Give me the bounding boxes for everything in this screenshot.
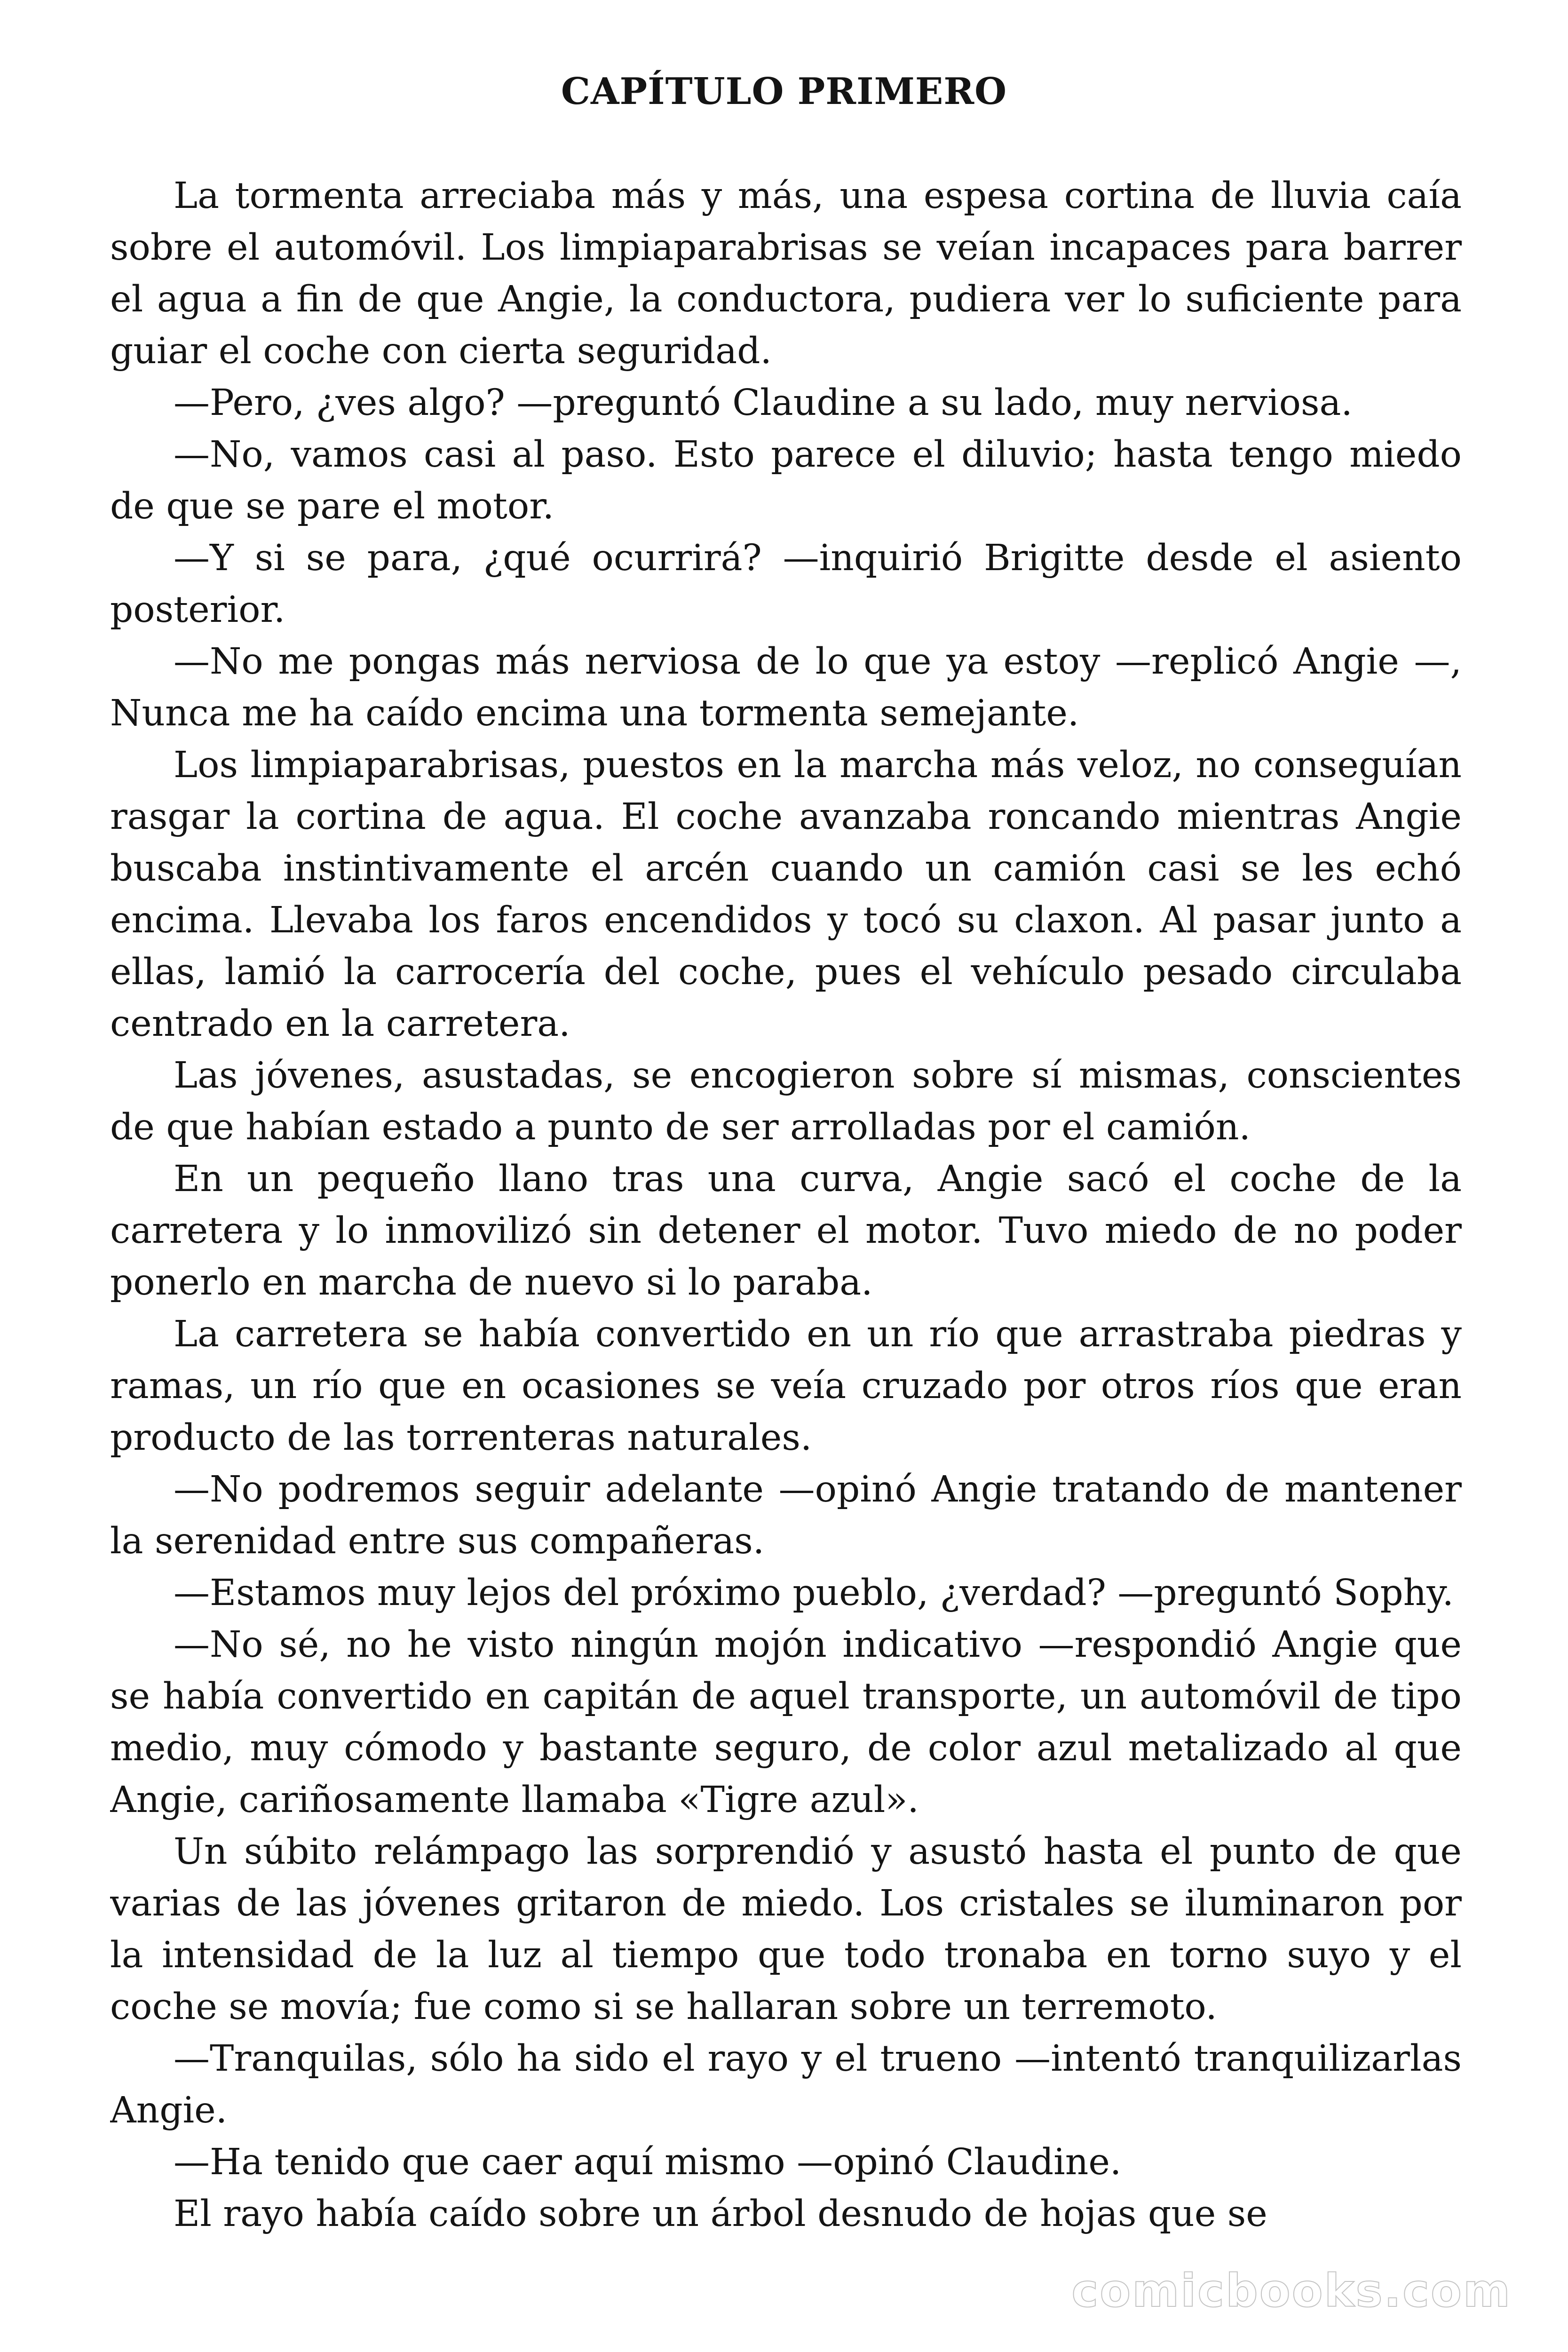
chapter-text (110, 170, 1462, 2315)
paragraph: El rayo había caído sobre un árbol desnudo de hojas que se (174, 2193, 1267, 2235)
chapter-title: CAPÍTULO PRIMERO (561, 70, 1007, 113)
paragraph: Los limpiaparabrisas, puestos en la marcha más veloz, no conseguían rasgar la cortina de agua. El coche avanzaba roncando mientras Angie buscaba instintivamente el arcén cuando un camión casi se les echó encima. Llevaba los faros encendidos y tocó su claxon. Al pasar junto a ellas, lamió la carrocería del coche, pues el vehículo pesado circulaba centrado en la carretera. (110, 744, 1462, 1045)
paragraph: —Ha tenido que caer aquí mismo —opinó Claudine. (174, 2141, 1122, 2183)
paragraph: —No, vamos casi al paso. Esto parece el diluvio; hasta tengo miedo de que se pare el motor. (110, 434, 1462, 527)
paragraph: —No sé, no he visto ningún mojón indicativo —respondió Angie que se había convertido en capitán de aquel transporte, un automóvil de tipo medio, muy cómodo y bastante seguro, de color azul metalizado al que Angie, cariñosamente llamaba «Tigre azul». (110, 1624, 1462, 1821)
paragraph: Las jóvenes, asustadas, se encogieron sobre sí mismas, conscientes de que habían estado a punto de ser arrolladas por el camión. (110, 1055, 1462, 1148)
paragraph: Un súbito relámpago las sorprendió y asustó hasta el punto de que varias de las jóvenes gritaron de miedo. Los cristales se iluminaron por la intensidad de la luz al tiempo que todo tronaba en torno suyo y el coche se movía; fue como si se hallaran sobre un terremoto. (110, 1831, 1462, 2028)
paragraph: —Pero, ¿ves algo? —preguntó Claudine a su lado, muy nerviosa. (174, 382, 1353, 424)
paragraph: —Estamos muy lejos del próximo pueblo, ¿verdad? —preguntó Sophy. (174, 1572, 1454, 1614)
watermark: comicbooks.com (1071, 2265, 1512, 2317)
paragraph: La tormenta arreciaba más y más, una espesa cortina de lluvia caía sobre el automóvil. Los limpiaparabrisas se veían incapaces para barrer el agua a fin de que Angie, la conductora, pudiera ver lo suficiente para guiar el coche con cierta seguridad. (110, 175, 1462, 372)
paragraph: La carretera se había convertido en un río que arrastraba piedras y ramas, un río que en ocasiones se veía cruzado por otros ríos que eran producto de las torrenteras naturales. (110, 1313, 1462, 1459)
paragraph: —No me pongas más nerviosa de lo que ya estoy —replicó Angie —, Nunca me ha caído encima una tormenta semejante. (110, 641, 1462, 734)
paragraph: —Tranquilas, sólo ha sido el rayo y el trueno —intentó tranquilizarlas Angie. (110, 2038, 1462, 2131)
paragraph: En un pequeño llano tras una curva, Angie sacó el coche de la carretera y lo inmovilizó sin detener el motor. Tuvo miedo de no poder ponerlo en marcha de nuevo si lo paraba. (110, 1158, 1462, 1303)
paragraph: —No podremos seguir adelante —opinó Angie tratando de mantener la serenidad entre sus compañeras. (110, 1469, 1462, 1562)
paragraph: —Y si se para, ¿qué ocurrirá? —inquirió Brigitte desde el asiento posterior. (110, 537, 1462, 631)
